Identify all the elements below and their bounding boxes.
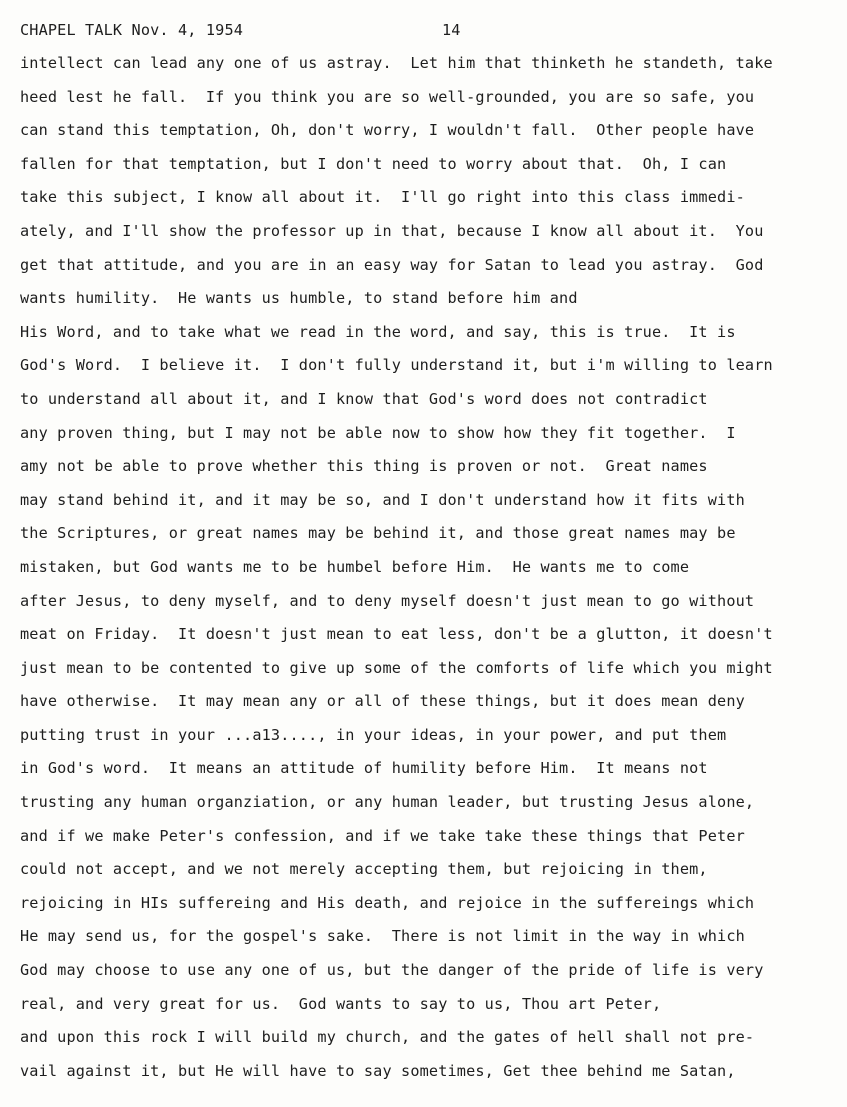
text-line: God may choose to use any one of us, but the danger of the pride of life is very [20,961,764,980]
text-line: trusting any human organziation, or any human leader, but trusting Jesus alone, [20,793,755,812]
text-line: His Word, and to take what we read in the word, and say, this is true. It is [20,322,736,341]
text-line: get that attitude, and you are in an easy way for Satan to lead you astray. God [20,255,764,274]
text-line: heed lest he fall. If you think you are so well-grounded, you are so safe, you [20,87,755,106]
text-line: intellect can lead any one of us astray. Let him that thinketh he standeth, take [20,54,773,72]
text-line: God's Word. I believe it. I don't fully understand it, but i'm willing to learn [20,356,773,375]
body-text [20,51,842,1092]
text-line: mistaken, but God wants me to be humbel before Him. He wants me to come [20,557,690,576]
text-line: take this subject, I know all about it. I'll go right into this class immedi- [20,188,745,207]
text-line: can stand this temptation, Oh, don't worry, I wouldn't fall. Other people have [20,121,755,140]
text-line: may stand behind it, and it may be so, and I don't understand how it fits with [20,490,745,509]
text-line: could not accept, and we not merely accepting them, but rejoicing in them, [20,860,708,879]
page-header [20,18,820,42]
text-line: rejoicing in HIs suffereing and His death, and rejoice in the suffereings which [20,893,755,912]
text-line: He may send us, for the gospel's sake. There is not limit in the way in which [20,927,745,946]
text-line: amy not be able to prove whether this thing is proven or not. Great names [20,457,708,476]
text-line: real, and very great for us. God wants to say to us, Thou art Peter, [20,994,662,1013]
text-line: after Jesus, to deny myself, and to deny myself doesn't just mean to go without [20,591,755,610]
text-line: just mean to be contented to give up some of the comforts of life which you might [20,658,773,677]
text-line: have otherwise. It may mean any or all of these things, but it does mean deny [20,692,745,711]
text-line: the Scriptures, or great names may be behind it, and those great names may be [20,524,736,543]
text-line: in God's word. It means an attitude of humility before Him. It means not [20,759,708,778]
text-line: putting trust in your ...a13...., in your ideas, in your power, and put them [20,725,727,744]
text-line: meat on Friday. It doesn't just mean to eat less, don't be a glutton, it doesn't [20,625,773,644]
text-line: ately, and I'll show the professor up in that, because I know all about it. You [20,221,764,240]
text-line: fallen for that temptation, but I don't need to worry about that. Oh, I can [20,154,727,173]
header-title: CHAPEL TALK Nov. 4, 1954 [20,21,244,39]
text-line: and if we make Peter's confession, and if we take take these things that Peter [20,826,745,845]
page-number: 14 [442,21,461,39]
text-line: to understand all about it, and I know that God's word does not contradict [20,389,708,408]
text-line: and upon this rock I will build my church, and the gates of hell shall not pre- [20,1028,755,1047]
text-line: vail against it, but He will have to say sometimes, Get thee behind me Satan, [20,1061,736,1080]
text-line: wants humility. He wants us humble, to stand before him and [20,289,578,308]
text-line: any proven thing, but I may not be able now to show how they fit together. I [20,423,736,442]
